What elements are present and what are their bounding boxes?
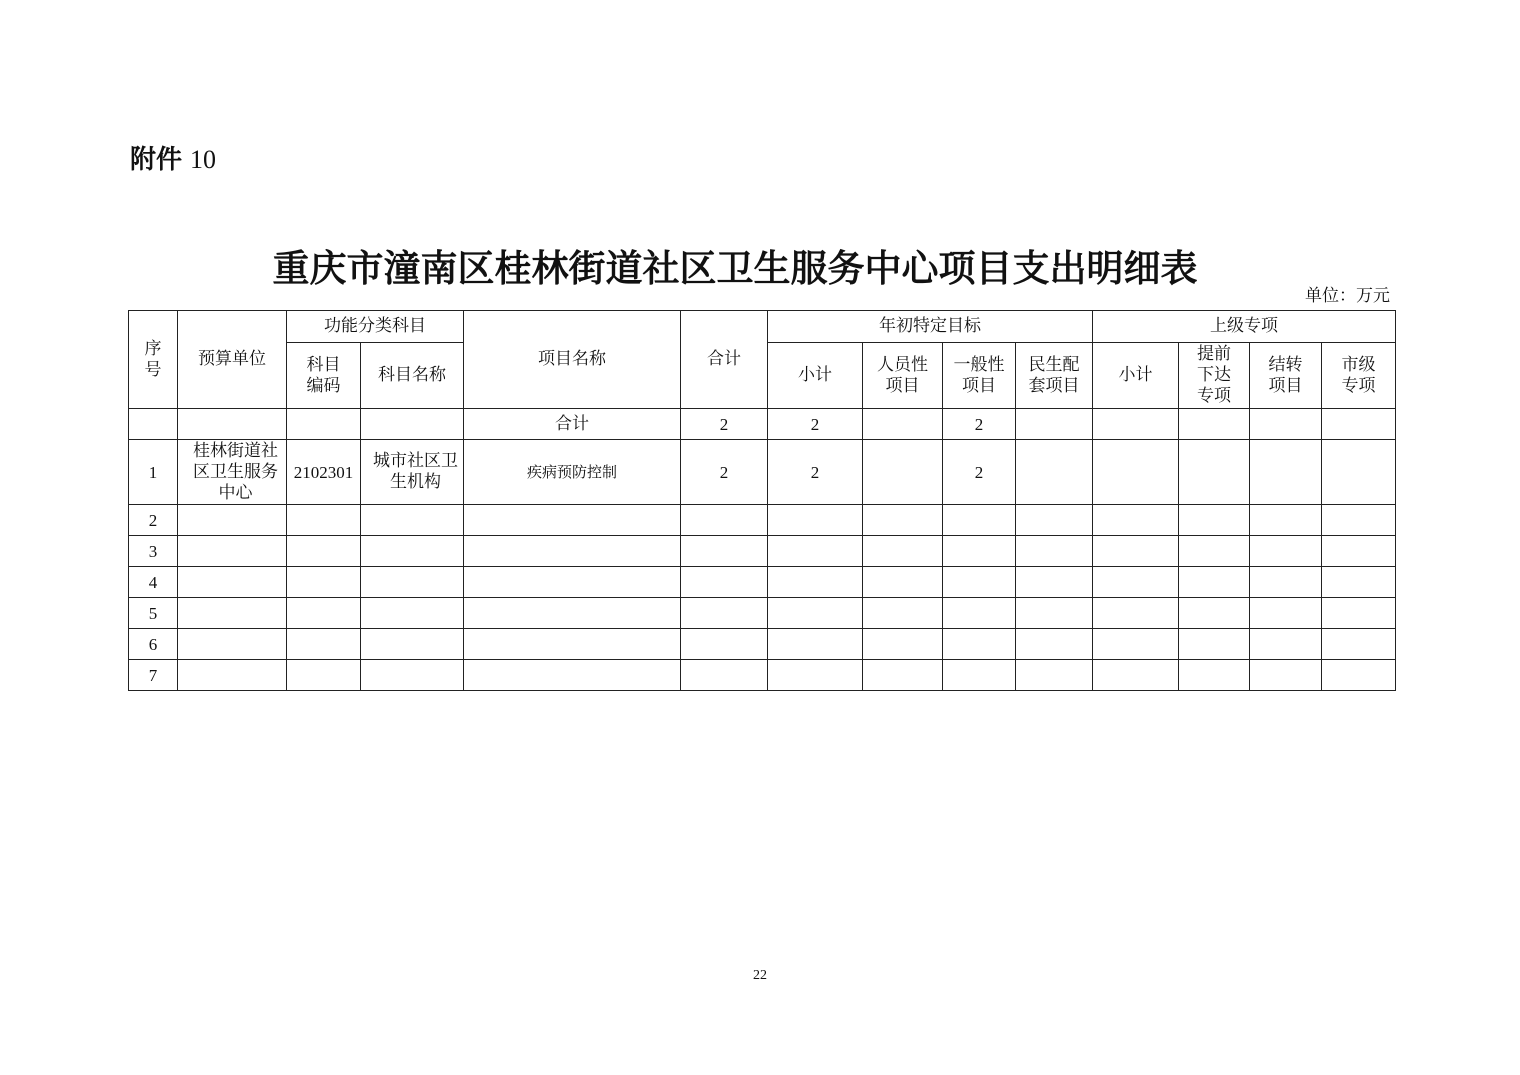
header-seq: 序号 [129,311,178,409]
header-municipal: 市级专项 [1322,343,1396,409]
project-expenditure-table [128,310,1396,691]
table-row [129,505,1396,536]
header-advance: 提前下达专项 [1179,343,1250,409]
header-superior-special: 上级专项 [1093,311,1396,343]
table-row [129,598,1396,629]
table-row [129,440,1396,505]
total-row-total: 2 [681,409,768,440]
header-general: 一般性项目 [943,343,1016,409]
header-livelihood: 民生配套项目 [1016,343,1093,409]
row-budget-unit: 桂林街道社区卫生服务中心 [178,440,287,505]
row-seq: 2 [129,505,178,536]
row-seq: 1 [129,440,178,505]
row-project-name: 疾病预防控制 [464,440,681,505]
header-project-name: 项目名称 [464,311,681,409]
row-general: 2 [943,440,1016,505]
attachment-number: 10 [190,145,217,174]
table-row [129,567,1396,598]
header-personnel: 人员性项目 [863,343,943,409]
row-annual-subtotal: 2 [768,440,863,505]
header-budget-unit: 预算单位 [178,311,287,409]
header-superior-subtotal: 小计 [1093,343,1179,409]
header-function-class: 功能分类科目 [287,311,464,343]
row-total: 2 [681,440,768,505]
total-row [129,409,1396,440]
total-row-annual-subtotal: 2 [768,409,863,440]
header-annual-subtotal: 小计 [768,343,863,409]
page-title: 重庆市潼南区桂林街道社区卫生服务中心项目支出明细表 [272,246,1198,290]
row-seq: 7 [129,660,178,691]
header-subject-code: 科目编码 [287,343,361,409]
unit-label: 单位：万元 [1305,286,1390,306]
row-seq: 4 [129,567,178,598]
header-subject-name: 科目名称 [361,343,464,409]
header-row-1 [129,311,1396,343]
header-annual-target: 年初特定目标 [768,311,1093,343]
table-row [129,660,1396,691]
header-total: 合计 [681,311,768,409]
table-row [129,629,1396,660]
row-seq: 3 [129,536,178,567]
page-number: 22 [753,968,767,983]
attachment-text: 附件 [130,145,183,175]
row-subject-code: 2102301 [287,440,361,505]
header-carryover: 结转项目 [1250,343,1322,409]
row-seq: 5 [129,598,178,629]
attachment-label [130,142,216,178]
total-row-general: 2 [943,409,1016,440]
row-subject-name: 城市社区卫生机构 [361,440,464,505]
total-row-label: 合计 [464,409,681,440]
row-seq: 6 [129,629,178,660]
table-row [129,536,1396,567]
